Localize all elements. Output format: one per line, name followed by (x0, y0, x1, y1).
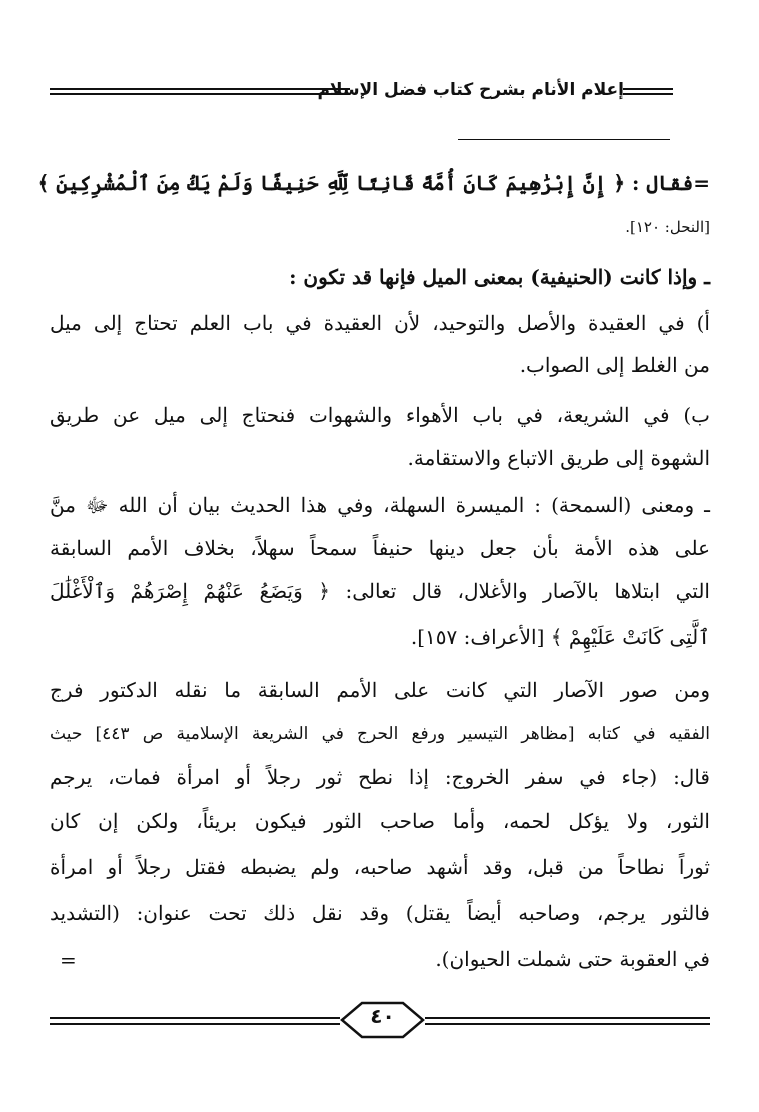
text-line-16: ثوراً نطاحاً من قبل، وقد أشهد صاحبه، ولم يضبطه فقتل رجلاً أو امرأة (50, 855, 710, 879)
text-line-17: فالثور يرجم، وصاحبه أيضاً يقتل) وقد نقل ذلك تحت عنوان: (التشديد (50, 901, 710, 925)
text-line-11: ٱلَّتِى كَانَتْ عَلَيْهِمْ ﴾ [الأعراف: ١٥٧]. (410, 625, 710, 649)
footer-rule-left-bottom (50, 1023, 340, 1025)
text-line-1: =فقال : ﴿ إِنَّ إِبْرَٰهِيمَ كَانَ أُمَّةً قَانِتًا لِّلَّهِ حَنِيفًا وَلَمْ يَكُ مِنَ ٱلْمُشْرِكِينَ ﴾ (37, 171, 710, 195)
page-number: ٤٠ (370, 1004, 395, 1028)
header-rule-left-top (50, 88, 350, 90)
text-line-12: ومن صور الآصار التي كانت على الأمم السابقة ما نقله الدكتور فرج (50, 678, 710, 702)
text-line-8: ـ ومعنى (السمحة) : الميسرة السهلة، وفي هذا الحديث بيان أن الله ﷻ منَّ (50, 493, 710, 517)
text-line-14: قال: (جاء في سفر الخروج: إذا نطح ثور رجلاً أو امرأة فمات، يرجم (50, 765, 710, 789)
text-line-18: في العقوبة حتى شملت الحيوان). (435, 947, 710, 971)
text-line-15: الثور، ولا يؤكل لحمه، وأما صاحب الثور فيكون بريئاً، ولكن إن كان (50, 809, 710, 833)
text-line-13: الفقيه في كتابه [مظاهر التيسير ورفع الحرج في الشريعة الإسلامية ص ٤٤٣] حيث (50, 724, 711, 744)
footer-rule-right-bottom (425, 1023, 710, 1025)
header-rule-right-top (623, 88, 673, 90)
header-rule-left-bottom (50, 93, 350, 95)
text-line-9: على هذه الأمة بأن جعل دينها حنيفاً سمحاً سهلاً، بخلاف الأمم السابقة (50, 536, 710, 560)
footer-rule-left-top (50, 1017, 340, 1019)
continuation-mark: = (60, 948, 77, 972)
text-line-7: الشهوة إلى طريق الاتباع والاستقامة. (407, 446, 710, 470)
text-line-5: من الغلط إلى الصواب. (519, 353, 710, 377)
running-header-title: إعلام الأنام بشرح كتاب فضل الإسلام (317, 80, 624, 100)
header-rule-right-bottom (623, 93, 673, 95)
text-line-6: ب) في الشريعة، في باب الأهواء والشهوات فنحتاج إلى ميل عن طريق (50, 403, 711, 427)
footer-rule-right-top (425, 1017, 710, 1019)
text-line-10: التي ابتلاها بالآصار والأغلال، قال تعالى: ﴿ وَيَضَعُ عَنْهُمْ إِصْرَهُمْ وَٱلْأَغْلَٰلَ (50, 579, 710, 603)
text-line-2: [النحل: ١٢٠]. (625, 218, 710, 236)
page-number-badge (340, 1000, 425, 1040)
text-line-3: ـ وإذا كانت (الحنيفية) بمعنى الميل فإنها قد تكون : (289, 265, 710, 289)
text-line-4: أ) في العقيدة والأصل والتوحيد، لأن العقيدة في باب العلم تحتاج إلى ميل (50, 311, 710, 335)
separator-line (458, 139, 670, 140)
